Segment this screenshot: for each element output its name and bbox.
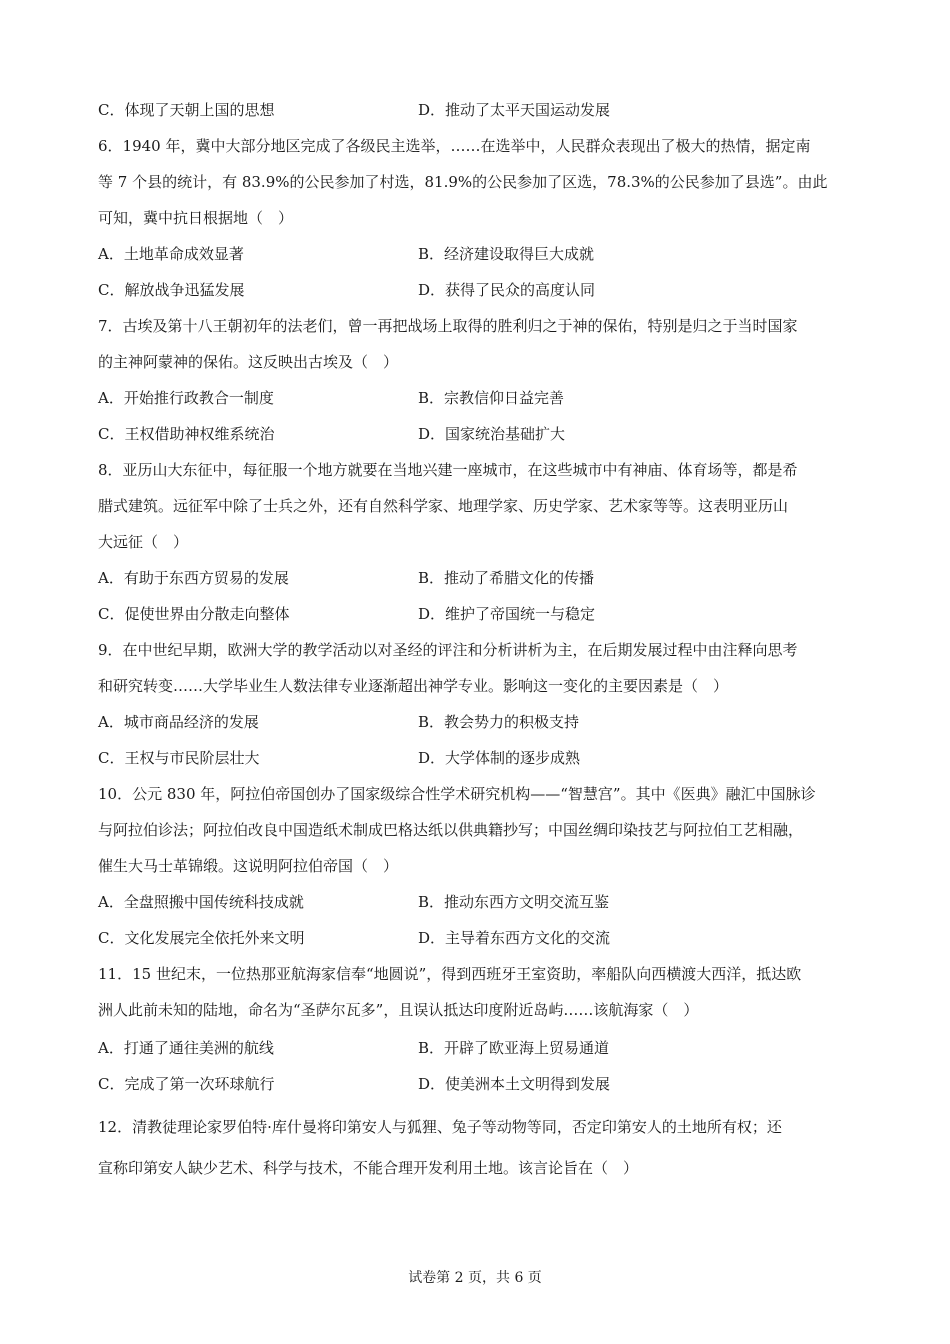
q10-stem-line-1: 10．公元 830 年，阿拉伯帝国创办了国家级综合性学术研究机构——“智慧宫”。其中《医典》融汇中国脉诊 — [98, 785, 816, 803]
q9-stem-line-2: 和研究转变……大学毕业生人数法律专业逐渐超出神学专业。影响这一变化的主要因素是（ ） — [98, 677, 729, 695]
q8-stem-line-3: 大远征（ ） — [98, 533, 189, 551]
q11-stem-line-1: 11．15 世纪末，一位热那亚航海家信奉“地圆说”，得到西班牙王室资助，率船队向西横渡大西洋，抵达欧 — [98, 965, 802, 983]
q6-option-a: A．土地革命成效显著 — [98, 245, 244, 263]
q7-stem-line-1: 7．古埃及第十八王朝初年的法老们，曾一再把战场上取得的胜利归之于神的保佑，特别是归之于当时国家 — [98, 317, 798, 335]
q12-stem-line-1: 12．清教徒理论家罗伯特·库什曼将印第安人与狐狸、兔子等动物等同，否定印第安人的土地所有权；还 — [98, 1118, 782, 1136]
q9-option-b: B．教会势力的积极支持 — [418, 713, 580, 731]
q9-stem-line-1: 9．在中世纪早期，欧洲大学的教学活动以对圣经的评注和分析讲析为主，在后期发展过程中由注释向思考 — [98, 641, 798, 659]
q11-option-c: C．完成了第一次环球航行 — [98, 1075, 275, 1093]
q6-option-c: C．解放战争迅猛发展 — [98, 281, 245, 299]
q10-option-a: A．全盘照搬中国传统科技成就 — [98, 893, 304, 911]
q12-stem-line-2: 宣称印第安人缺少艺术、科学与技术，不能合理开发利用土地。该言论旨在（ ） — [98, 1159, 639, 1177]
q7-option-b: B．宗教信仰日益完善 — [418, 389, 565, 407]
q11-option-a: A．打通了通往美洲的航线 — [98, 1039, 274, 1057]
q8-option-b: B．推动了希腊文化的传播 — [418, 569, 595, 587]
q7-option-d: D．国家统治基础扩大 — [418, 425, 566, 443]
q6-option-b: B．经济建设取得巨大成就 — [418, 245, 595, 263]
q9-option-c: C．王权与市民阶层壮大 — [98, 749, 260, 767]
q8-option-a: A．有助于东西方贸易的发展 — [98, 569, 289, 587]
q7-option-c: C．王权借助神权维系统治 — [98, 425, 275, 443]
q8-option-c: C．促使世界由分散走向整体 — [98, 605, 290, 623]
q6-stem-line-3: 可知，冀中抗日根据地（ ） — [98, 209, 294, 227]
page-footer: 试卷第 2 页，共 6 页 — [408, 1270, 542, 1286]
q8-option-d: D．维护了帝国统一与稳定 — [418, 605, 596, 623]
q9-option-a: A．城市商品经济的发展 — [98, 713, 259, 731]
q10-option-c: C．文化发展完全依托外来文明 — [98, 929, 305, 947]
q10-stem-line-3: 催生大马士革锦缎。这说明阿拉伯帝国（ ） — [98, 857, 399, 875]
q10-option-b: B．推动东西方文明交流互鉴 — [418, 893, 610, 911]
q5-option-c: C．体现了天朝上国的思想 — [98, 101, 275, 119]
q6-option-d: D．获得了民众的高度认同 — [418, 281, 596, 299]
q11-option-b: B．开辟了欧亚海上贸易通道 — [418, 1039, 610, 1057]
q8-stem-line-2: 腊式建筑。远征军中除了士兵之外，还有自然科学家、地理学家、历史学家、艺术家等等。这表明亚历山 — [98, 497, 789, 515]
q6-stem-line-1: 6．1940 年，冀中大部分地区完成了各级民主选举，……在选举中，人民群众表现出了极大的热情，据定南 — [98, 137, 811, 155]
q7-stem-line-2: 的主神阿蒙神的保佑。这反映出古埃及（ ） — [98, 353, 399, 371]
q11-stem-line-2: 洲人此前未知的陆地，命名为“圣萨尔瓦多”，且误认抵达印度附近岛屿……该航海家（ ） — [98, 1001, 699, 1019]
q10-stem-line-2: 与阿拉伯诊法；阿拉伯改良中国造纸术制成巴格达纸以供典籍抄写；中国丝绸印染技艺与阿拉伯工艺相融， — [98, 821, 804, 839]
q10-option-d: D．主导着东西方文化的交流 — [418, 929, 611, 947]
q9-option-d: D．大学体制的逐步成熟 — [418, 749, 581, 767]
q6-stem-line-2: 等 7 个县的统计，有 83.9%的公民参加了村选，81.9%的公民参加了区选，78.3%的公民参加了县选”。由此 — [98, 173, 828, 191]
q8-stem-line-1: 8．亚历山大东征中，每征服一个地方就要在当地兴建一座城市，在这些城市中有神庙、体育场等，都是希 — [98, 461, 798, 479]
q7-option-a: A．开始推行政教合一制度 — [98, 389, 274, 407]
q5-option-d: D．推动了太平天国运动发展 — [418, 101, 611, 119]
q11-option-d: D．使美洲本土文明得到发展 — [418, 1075, 611, 1093]
